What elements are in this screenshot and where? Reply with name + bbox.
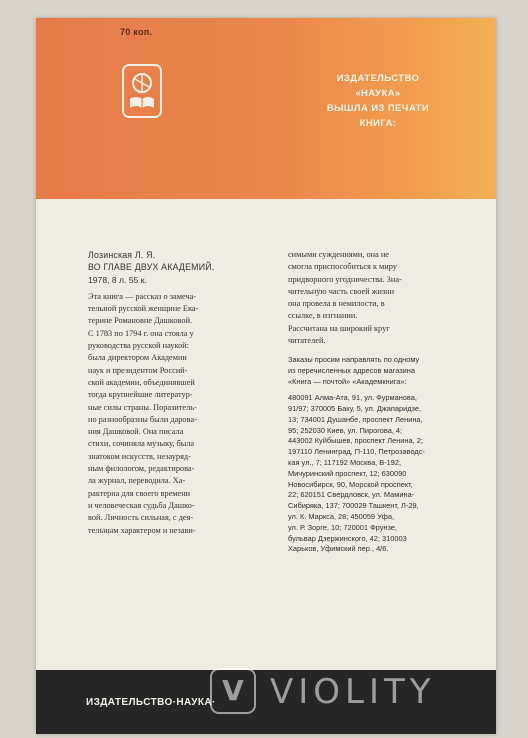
address-line: 197110 Ленинград, П-110, Петрозаводс- [288,447,425,457]
watermark-text: VIOLITY [270,672,436,712]
text-line: и человеческая судьба Дашко- [88,500,195,510]
announcement-line: ИЗДАТЕЛЬСТВО [336,73,420,84]
address-line: ул. Р. Зорге, 10; 720001 Фрунзе, [288,522,397,532]
text-line: тогда крупнейшие литератур- [88,390,193,400]
address-line: кая ул., 7; 117192 Москва, В-192, [288,457,402,467]
price-label: 70 коп. [120,27,153,37]
text-line: стихи, сочиняла музыку, была [88,439,195,449]
watermark-logo-icon: V [210,668,256,714]
description-continuation [288,249,478,347]
text-line: ные силы страны. Поразитель- [88,402,197,412]
announcement-line: КНИГА: [359,118,397,129]
text-line: ла журнал, переводила. Ха- [88,476,186,486]
address-line: 443002 Куйбышев, проспект Ленина, 2; [288,436,423,446]
address-line: Новосибирск, 90, Морской проспект, [288,479,413,489]
address-line: ул. К. Маркса, 28; 450059 Уфа, [288,511,395,521]
text-line: ным филологом, редактирова- [88,464,195,474]
nauka-logo-icon [122,64,162,118]
orange-header-band [36,18,496,199]
text-line: Эта книга — рассказ о замеча- [88,291,197,301]
address-list [288,393,478,555]
violity-watermark [210,668,510,714]
book-title: ВО ГЛАВЕ ДВУХ АКАДЕМИЙ. [88,262,215,273]
note-line: из перечисленных адресов магазина [288,365,415,375]
text-line: вой. Личность сильная, с дея- [88,513,194,523]
book-meta: 1978, 8 л. 55 к. [88,274,147,285]
text-line: руководства русской наукой: [88,341,189,351]
text-line: смогла приспособиться к миру [288,262,397,272]
address-line: 91/97; 370005 Баку, 5, ул. Джапаридзе, [288,403,422,413]
text-line: терине Романовне Дашковой. [88,316,193,326]
description-paragraph [88,291,274,537]
right-text-column [288,249,478,555]
address-line: 480091 Алма-Ата, 91, ул. Фурманова, [288,393,417,403]
text-line: придворного угодничества. Зна- [288,274,402,284]
text-line: ссылке, в изгнании. [288,311,358,321]
text-line: симыми суждениями, она не [288,250,389,259]
address-line: бульвар Дзержинского, 42; 310003 [288,533,407,543]
book-author: Лозинская Л. Я. [88,250,156,260]
order-note [288,355,478,387]
text-line: рактерна для своего времени [88,488,191,498]
text-line: Рассчитана на широкий круг [288,323,390,333]
address-line: 22; 620151 Свердловск, ул. Мамина- [288,490,415,500]
address-line: Мичуринский проспект, 12; 630090 [288,468,407,478]
address-line: Сибиряка, 137; 700029 Ташкент, Л-29, [288,501,419,511]
text-line: тельной русской женщине Ека- [88,304,199,314]
announcement-block [298,71,458,131]
address-line: 13; 734001 Душанбе, проспект Ленина, [288,414,423,424]
note-line: «Книга — почтой» «Академкнига»: [288,376,407,386]
text-line: наук и президентом Россий- [88,365,188,375]
note-line: Заказы просим направлять по одному [288,355,420,365]
left-text-column [88,249,274,537]
text-line: ской академии, объединявшей [88,377,195,387]
text-line: но разнообразны были дарова- [88,414,197,424]
announcement-line: ВЫШЛА ИЗ ПЕЧАТИ [326,103,430,114]
text-line: читателей. [288,336,326,346]
announcement-line: «НАУКА» [355,88,401,99]
address-line: 95; 252030 Киев, ул. Пирогова, 4; [288,425,403,435]
publisher-name: ИЗДАТЕЛЬСТВО·НАУКА· [86,697,216,708]
text-line: С 1783 по 1794 г. она стояла у [88,328,194,338]
text-line: знатоком искусств, незауряд- [88,451,191,461]
book-back-cover [36,18,496,734]
text-line: ния Дашковой. Она писала [88,427,184,437]
text-line: была директором Академии [88,353,187,363]
text-line: она провела в немилости, в [288,299,385,309]
text-line: тельным характером и незави- [88,525,196,535]
address-line: Харьков, Уфимский пер., 4/6. [288,544,389,554]
text-line: чительную часть своей жизни [288,286,395,296]
